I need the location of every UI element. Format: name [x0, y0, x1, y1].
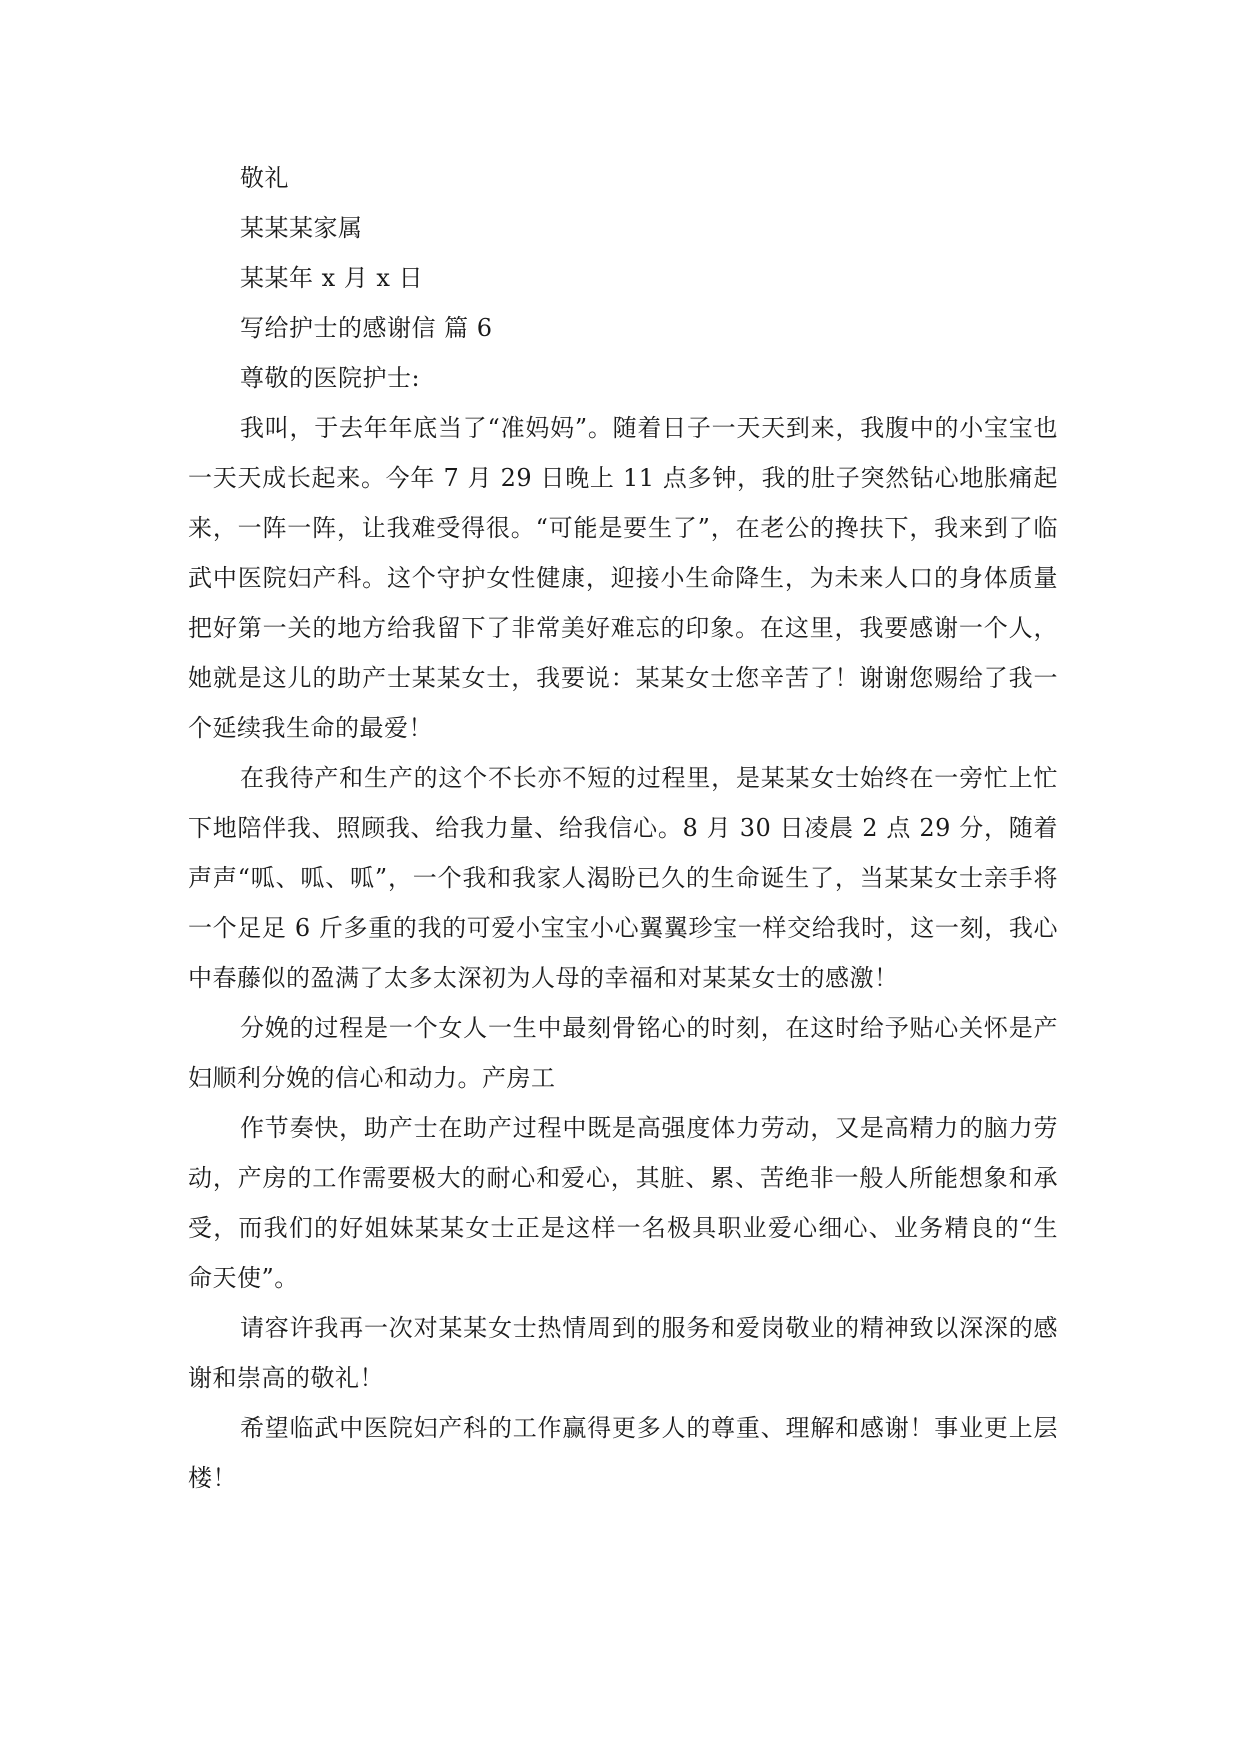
section-title: 写给护士的感谢信 篇 6 — [240, 314, 493, 342]
paragraph: 分娩的过程是一个女人一生中最刻骨铭心的时刻，在这时给予贴心关怀是产妇顺利分娩的信心和动力。产房工 — [188, 1014, 1058, 1092]
paragraph: 在我待产和生产的这个不长亦不短的过程里，是某某女士始终在一旁忙上忙下地陪伴我、照顾我、给我力量、给我信心。8 月 30 日凌晨 2 点 29 分，随着声声“呱、呱、呱”，一个我和我家人渴盼已久的生命诞生了，当某某女士亲手将一个足足 6 斤多重的我的可爱小宝宝小心翼翼珍宝一样交给我时，这一刻，我心中春藤似的盈满了太多太深初为人母的幸福和对某某女士的感激！ — [188, 764, 1058, 992]
paragraph: 我叫，于去年年底当了“准妈妈”。随着日子一天天到来，我腹中的小宝宝也一天天成长起来。今年 7 月 29 日晚上 11 点多钟，我的肚子突然钻心地胀痛起来，一阵一阵，让我难受得很。“可能是要生了”，在老公的搀扶下，我来到了临武中医院妇产科。这个守护女性健康，迎接小生命降生，为未来人口的身体质量把好第一关的地方给我留下了非常美好难忘的印象。在这里，我要感谢一个人，她就是这儿的助产士某某女士，我要说：某某女士您辛苦了！谢谢您赐给了我一个延续我生命的最爱！ — [188, 414, 1058, 742]
paragraph: 请容许我再一次对某某女士热情周到的服务和爱岗敬业的精神致以深深的感谢和崇高的敬礼！ — [188, 1314, 1058, 1392]
closing-date: 某某年 x 月 x 日 — [240, 264, 424, 292]
closing-signature: 某某某家属 — [240, 214, 363, 242]
paragraph: 希望临武中医院妇产科的工作赢得更多人的尊重、理解和感谢！事业更上层楼！ — [188, 1414, 1058, 1492]
letter-greeting: 尊敬的医院护士: — [240, 364, 421, 392]
closing-salutation: 敬礼 — [240, 164, 289, 192]
paragraph: 作节奏快，助产士在助产过程中既是高强度体力劳动，又是高精力的脑力劳动，产房的工作需要极大的耐心和爱心，其脏、累、苦绝非一般人所能想象和承受，而我们的好姐妹某某女士正是这样一名极具职业爱心细心、业务精良的“生命天使”。 — [188, 1114, 1058, 1292]
document-body — [188, 153, 1058, 1503]
